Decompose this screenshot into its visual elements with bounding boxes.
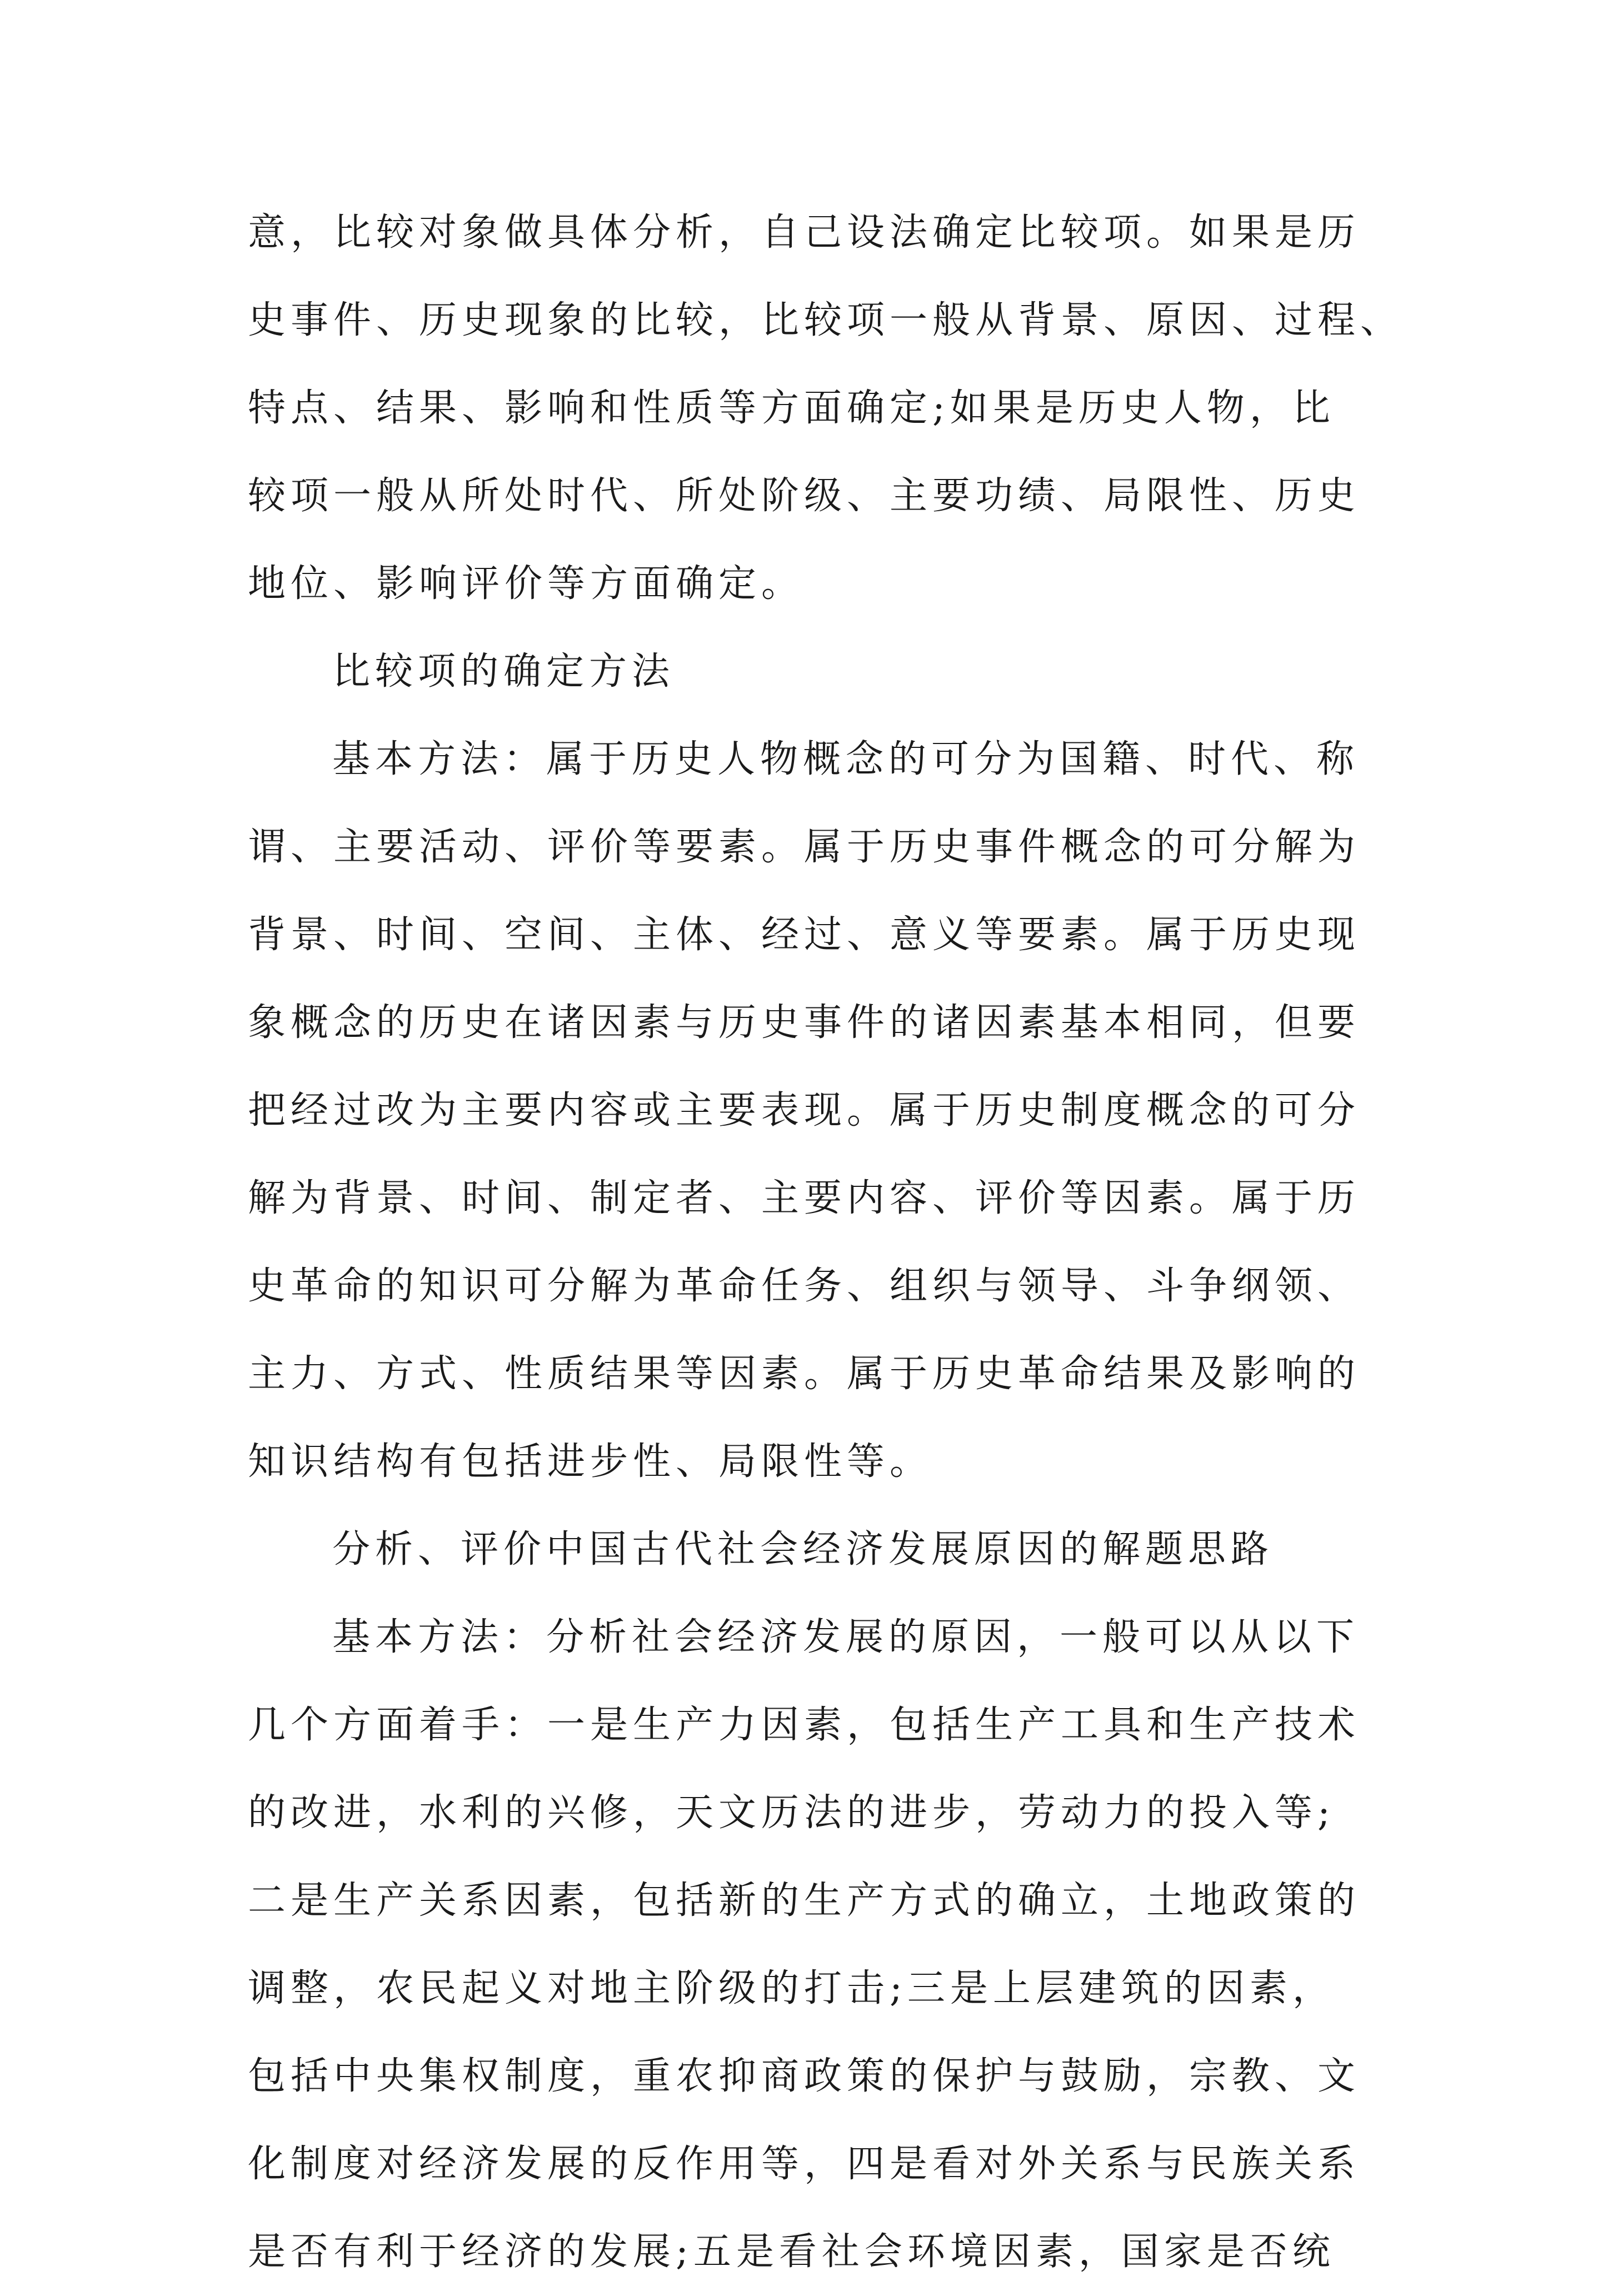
body-text-line: 基本方法：分析社会经济发展的原因，一般可以从以下 <box>332 1615 1360 1659</box>
body-text-line: 象概念的历史在诸因素与历史事件的诸因素基本相同，但要 <box>248 1001 1361 1045</box>
section-heading: 分析、评价中国古代社会经济发展原因的解题思路 <box>332 1528 1274 1571</box>
body-text-line: 特点、结果、影响和性质等方面确定;如果是历史人物，比 <box>248 386 1335 430</box>
body-text-line: 基本方法：属于历史人物概念的可分为国籍、时代、称 <box>332 737 1360 781</box>
section-heading: 比较项的确定方法 <box>332 650 675 693</box>
body-text-line: 几个方面着手：一是生产力因素，包括生产工具和生产技术 <box>248 1703 1361 1747</box>
body-text-line: 较项一般从所处时代、所处阶级、主要功绩、局限性、历史 <box>248 474 1361 518</box>
body-text-line: 二是生产关系因素，包括新的生产方式的确立，土地政策的 <box>248 1879 1361 1923</box>
body-text-line: 谓、主要活动、评价等要素。属于历史事件概念的可分解为 <box>248 825 1361 869</box>
body-text-line: 意，比较对象做具体分析，自己设法确定比较项。如果是历 <box>248 211 1361 254</box>
body-text-line: 史革命的知识可分解为革命任务、组织与领导、斗争纲领、 <box>248 1264 1361 1308</box>
body-text-line: 把经过改为主要内容或主要表现。属于历史制度概念的可分 <box>248 1089 1361 1132</box>
body-text-line: 调整，农民起义对地主阶级的打击;三是上层建筑的因素， <box>248 1966 1335 2010</box>
document-body <box>248 189 1404 2296</box>
body-text-line: 史事件、历史现象的比较，比较项一般从背景、原因、过程、 <box>248 298 1404 342</box>
body-text-line: 背景、时间、空间、主体、经过、意义等要素。属于历史现 <box>248 913 1361 957</box>
body-text-line: 地位、影响评价等方面确定。 <box>248 562 805 606</box>
body-text-line: 解为背景、时间、制定者、主要内容、评价等因素。属于历 <box>248 1176 1361 1220</box>
body-text-line: 是否有利于经济的发展;五是看社会环境因素，国家是否统 <box>248 2230 1335 2274</box>
body-text-line: 包括中央集权制度，重农抑商政策的保护与鼓励，宗教、文 <box>248 2054 1361 2098</box>
body-text-line: 知识结构有包括进步性、局限性等。 <box>248 1440 933 1484</box>
body-text-line: 主力、方式、性质结果等因素。属于历史革命结果及影响的 <box>248 1352 1361 1396</box>
body-text-line: 化制度对经济发展的反作用等，四是看对外关系与民族关系 <box>248 2142 1361 2186</box>
body-text-line: 的改进，水利的兴修，天文历法的进步，劳动力的投入等; <box>248 1791 1335 1835</box>
